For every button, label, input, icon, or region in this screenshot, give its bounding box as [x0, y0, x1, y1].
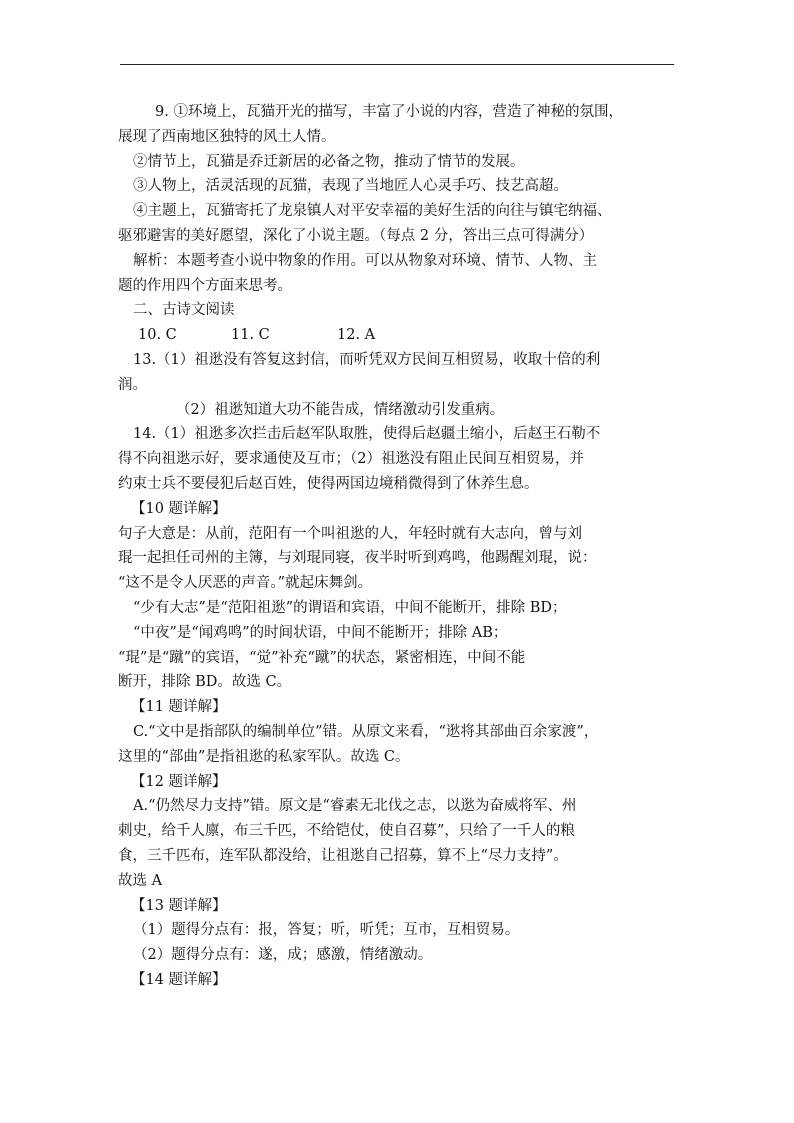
q12-detail-1-cont-2: 食，三千匹布，连军队都没给，让祖逖自己招募，算不上“尽力支持”。 — [118, 847, 568, 864]
q9-answer-4: ④主题上，瓦猫寄托了龙泉镇人对平安幸福的美好生活的向往与镇宅纳福、 — [133, 203, 612, 220]
q10-detail-1-cont-2: “这不是令人厌恶的声音。”就起床舞剑。 — [118, 575, 373, 592]
answer-10: 10. C — [138, 327, 177, 344]
q10-detail-1: 句子大意是：从前，范阳有一个叫祖逖的人，年轻时就有大志向，曾与刘 — [118, 525, 582, 542]
document-body — [118, 100, 678, 993]
q13-answer-1: 13.（1）祖逖没有答复这封信，而听凭双方民间互相贸易，收取十倍的利 — [133, 351, 601, 368]
heading-q10-detail: 【10 题详解】 — [131, 500, 227, 517]
q14-answer: 14.（1）祖逖多次拦击后赵军队取胜，使得后赵疆土缩小，后赵王石勒不 — [133, 426, 601, 443]
q9-analysis-cont: 题的作用四个方面来思考。 — [118, 277, 292, 294]
answer-11: 11. C — [231, 327, 270, 344]
heading-q13-detail: 【13 题详解】 — [131, 897, 227, 914]
mc-answers-row — [118, 323, 678, 348]
q12-detail-1-cont-3: 故选 A — [118, 872, 163, 889]
q9-answer-1: 9. ①环境上，瓦猫开光的描写，丰富了小说的内容，营造了神秘的氛围， — [155, 104, 623, 120]
q13-answer-1-cont: 润。 — [118, 376, 147, 393]
q10-detail-4: “琨”是“蹴”的宾语，“觉”补充“蹴”的状态，紧密相连，中间不能 — [118, 649, 526, 666]
heading-q11-detail: 【11 题详解】 — [131, 699, 227, 716]
q12-detail-1: A.“仍然尽力支持”错。原文是“睿素无北伐之志，以逖为奋威将军、州 — [133, 798, 577, 815]
q10-detail-3: “中夜”是“闻鸡鸣”的时间状语，中间不能断开；排除 AB； — [133, 624, 508, 641]
q9-analysis: 解析：本题考查小说中物象的作用。可以从物象对环境、情节、人物、主 — [133, 252, 597, 269]
q13-answer-2: （2）祖逖知道大功不能告成，情绪激动引发重病。 — [176, 401, 505, 418]
q12-detail-1-cont-1: 刺史，给千人廪，布三千匹，不给铠仗，使自召募”，只给了一千人的粮 — [118, 823, 575, 840]
q11-detail-1-cont: 这里的“部曲”是指祖逖的私家军队。故选 C。 — [118, 748, 410, 765]
q13-detail-2: （2）题得分点有：遂，成；感激，情绪激动。 — [133, 947, 433, 964]
q13-detail-1: （1）题得分点有：报，答复；听，听凭；互市，互相贸易。 — [133, 922, 520, 939]
q11-detail-1: C.“文中是指部队的编制单位”错。从原文来看，“逖将其部曲百余家渡”， — [133, 723, 599, 740]
header-rule — [120, 64, 674, 65]
q9-answer-1-cont: 展现了西南地区独特的风土人情。 — [118, 128, 336, 145]
section-heading-classical: 二、古诗文阅读 — [133, 302, 235, 319]
q10-detail-2: “少有大志”是“范阳祖逖”的谓语和宾语，中间不能断开，排除 BD； — [133, 599, 567, 616]
q14-answer-cont-1: 得不向祖逖示好，要求通使及互市；（2）祖逖没有阻止民间互相贸易，并 — [118, 451, 584, 468]
q9-answer-4-cont: 驱邪避害的美好愿望，深化了小说主题。（每点 2 分，答出三点可得满分） — [118, 227, 594, 244]
q10-detail-4-cont: 断开，排除 BD。故选 C。 — [118, 674, 292, 691]
q9-answer-2: ②情节上，瓦猫是乔迁新居的必备之物，推动了情节的发展。 — [133, 153, 525, 170]
answer-12: 12. A — [337, 327, 376, 344]
heading-q12-detail: 【12 题详解】 — [131, 773, 227, 790]
q14-answer-cont-2: 约束士兵不要侵犯后赵百姓，使得两国边境稍微得到了休养生息。 — [118, 475, 539, 492]
heading-q14-detail: 【14 题详解】 — [131, 971, 227, 988]
q10-detail-1-cont-1: 琨一起担任司州的主簿，与刘琨同寝，夜半时听到鸡鸣，他踢醒刘琨，说： — [118, 550, 597, 567]
q9-answer-3: ③人物上，活灵活现的瓦猫，表现了当地匠人心灵手巧、技艺高超。 — [133, 178, 568, 195]
